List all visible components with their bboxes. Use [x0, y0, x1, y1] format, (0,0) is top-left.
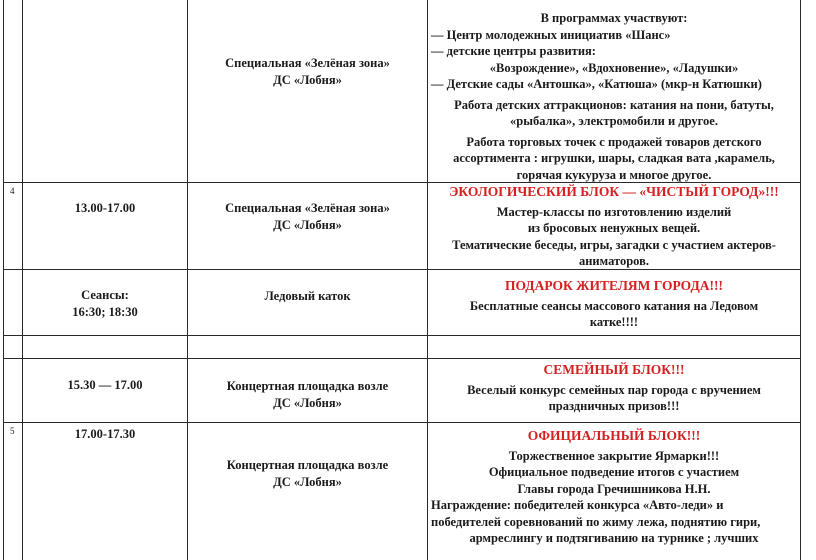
- row-number: 4: [10, 186, 15, 196]
- program-line: аниматоров.: [578, 254, 649, 268]
- venue-line: Специальная «Зелёная зона»: [225, 56, 390, 70]
- table-border-right: [800, 0, 801, 560]
- time-line: Сеансы:: [81, 288, 129, 302]
- table-row-5-program: [428, 428, 800, 547]
- time-line: 16:30; 18:30: [72, 304, 138, 319]
- program-line: Работа детских аттракционов: катания на пони, батуты,: [454, 97, 774, 112]
- block-heading: ЭКОЛОГИЧЕСКИЙ БЛОК — «ЧИСТЫЙ ГОРОД»!!!: [449, 184, 779, 199]
- table-row-3-time: [23, 287, 187, 320]
- time-line: 13.00-17.00: [74, 201, 136, 215]
- program-line: Торжественное закрытие Ярмарки!!!: [508, 448, 720, 463]
- program-line: «рыбалка», электромобили и другое.: [510, 114, 718, 128]
- table-row-2-time: [23, 200, 187, 217]
- row-divider: [3, 422, 801, 423]
- table-divider-1: [22, 0, 23, 560]
- venue-line: Ледовый каток: [264, 289, 351, 303]
- venue-line: Концертная площадка возле: [226, 379, 389, 393]
- table-row-1-venue: [188, 55, 427, 88]
- table-row-4-program: [428, 362, 800, 415]
- venue-line: Концертная площадка возле: [226, 458, 389, 472]
- program-line: Веселый конкурс семейных пар города с вручением: [467, 382, 761, 397]
- program-line: Официальное подведение итогов с участием: [488, 465, 740, 479]
- table-border-left: [3, 0, 4, 560]
- table-row-3-program: [428, 278, 800, 331]
- program-line: Бесплатные сеансы массового катания на Ледовом: [469, 298, 759, 313]
- program-line: Главы города Гречишникова Н.Н.: [517, 481, 711, 496]
- row-number: 5: [10, 426, 15, 436]
- table-row-3-venue: [188, 288, 427, 305]
- row-divider: [3, 335, 801, 336]
- program-line: — детские центры развития:: [431, 44, 596, 58]
- time-line: 17.00-17.30: [74, 427, 136, 441]
- time-line: 15.30 — 17.00: [67, 378, 143, 392]
- venue-line: Специальная «Зелёная зона»: [225, 201, 390, 215]
- block-heading: СЕМЕЙНЫЙ БЛОК!!!: [543, 362, 685, 377]
- program-line: из бросовых ненужных вещей.: [527, 221, 701, 235]
- block-heading: ОФИЦИАЛЬНЫЙ БЛОК!!!: [527, 428, 701, 443]
- table-row-5-venue: [188, 457, 427, 490]
- table-row-4-time: [23, 377, 187, 394]
- program-line: — Центр молодежных инициатив «Шанс»: [431, 27, 671, 42]
- program-line: армреслингу и подтягиванию на турнике ; лучших: [469, 531, 759, 545]
- program-line: Мастер-классы по изготовлению изделий: [496, 204, 732, 219]
- program-line: победителей соревнований по жиму лежа, поднятию гири,: [431, 514, 761, 529]
- program-line: Тематические беседы, игры, загадки с участием актеров-: [452, 237, 776, 252]
- table-row-4-venue: [188, 378, 427, 411]
- venue-line: ДС «Лобня»: [273, 474, 342, 489]
- program-line: катке!!!!: [589, 315, 639, 329]
- program-line: Награждение: победителей конкурса «Авто-леди» и: [431, 498, 724, 512]
- program-line: горячая кукуруза и многое другое.: [516, 167, 712, 182]
- venue-line: ДС «Лобня»: [273, 72, 342, 87]
- program-line: Работа торговых точек с продажей товаров детского: [466, 134, 762, 149]
- table-row-2-venue: [188, 200, 427, 233]
- program-line: праздничных призов!!!: [548, 399, 680, 413]
- program-line: ассортимента : игрушки, шары, сладкая вата ,карамель,: [453, 151, 775, 165]
- venue-line: ДС «Лобня»: [273, 217, 342, 232]
- table-row-1-program: [428, 10, 800, 183]
- program-line: «Возрождение», «Вдохновение», «Ладушки»: [489, 60, 739, 75]
- table-row-2-program: [428, 184, 800, 270]
- table-row-5-time: [23, 426, 187, 443]
- program-line: — Детские сады «Антошка», «Катюша» (мкр-н Катюшки): [431, 77, 762, 91]
- row-divider: [3, 358, 801, 359]
- program-line: В программах участвуют:: [540, 11, 688, 25]
- block-heading: ПОДАРОК ЖИТЕЛЯМ ГОРОДА!!!: [504, 278, 724, 293]
- venue-line: ДС «Лобня»: [273, 395, 342, 410]
